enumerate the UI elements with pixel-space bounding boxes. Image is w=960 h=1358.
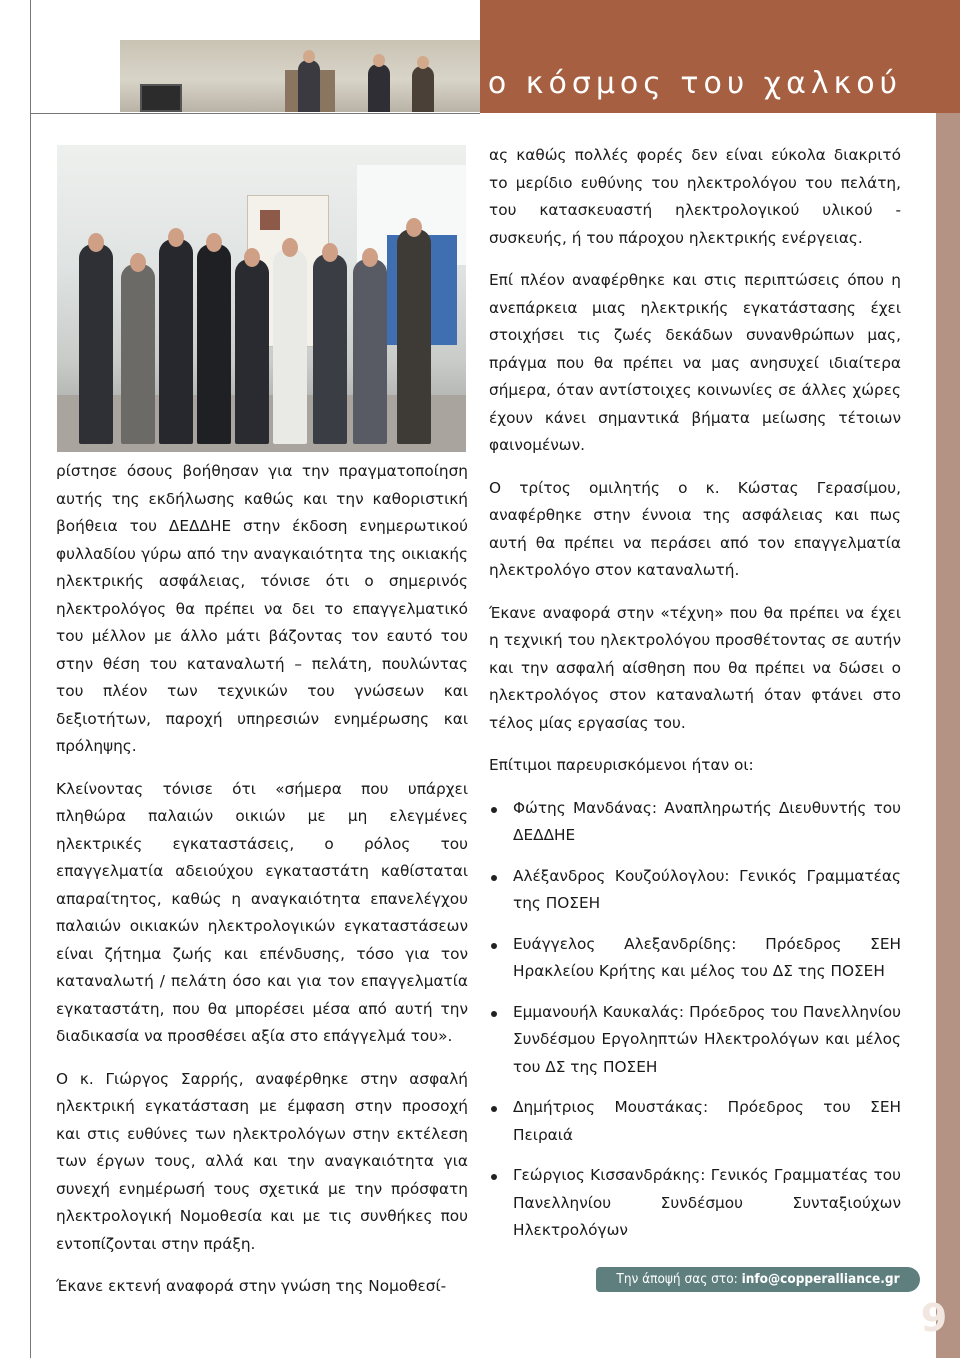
left-text-column — [56, 458, 468, 1316]
body-paragraph: ας καθώς πολλές φορές δεν είναι εύκολα διακριτό το μερίδιο ευθύνης του ηλεκτρολόγου του πελάτη, του κατασκευαστή ηλεκτρολογικού υλικού - συσκευής, ή του πάροχου ηλεκτρικής ενέργειας. — [489, 146, 901, 247]
section-title: ο κόσμος του χαλκού — [487, 66, 902, 101]
bullet-icon — [491, 1011, 497, 1017]
attendee-text: Δημήτριος Μουστάκας: Πρόεδρος του ΣΕΗ Πειραιά — [513, 1098, 901, 1144]
body-paragraph: Κλείνοντας τόνισε ότι «σήμερα που υπάρχει πληθώρα παλαιών οικιών με μη ελεγμένες ηλεκτρικές εγκαταστάσεις, ο ρόλος του επαγγελματία αδειούχου εγκαταστάτη καθίσταται απαραίτητος, καθώς η αναγκαιότητα επανελέγχου παλαιών οικιακών ηλεκτρολογικών εγκαταστάσεων είναι ζήτημα ζωής και επένδυσης, τόσο για τον καταναλωτή / πελάτη όσο και για τον επαγγελματία εγκαταστάτη, που θα μπορέσει μέσα από αυτή την διαδικασία να προσθέσει αξία στο επάγγελμά του». — [56, 779, 468, 1045]
group-person — [197, 244, 231, 444]
group-person-head — [88, 233, 104, 252]
bullet-icon — [491, 807, 497, 813]
bullet-icon — [491, 875, 497, 881]
body-paragraph: Επί πλέον αναφέρθηκε και στις περιπτώσεις όπου η ανεπάρκεια μιας ηλεκτρικής εγκατάστασης έχει στοιχήσει τις ζωές δεκάδων συνανθρώπων μας, πράγμα που θα πρέπει να μας ανησυχεί ιδιαίτερα σήμερα, όταν αντίστοιχες κοινωνίες σε άλλες χώρες έχουν κάνει σημαντικά βήματα μείωσης τέτοιων φαινομένων. — [489, 271, 901, 454]
group-person — [313, 254, 347, 444]
attendees-intro: Επίτιμοι παρευρισκόμενοι ήταν οι: — [489, 756, 754, 774]
panelist-head — [417, 56, 429, 69]
bullet-icon — [491, 943, 497, 949]
speaker-head — [303, 50, 315, 63]
speaker-figure — [298, 60, 320, 112]
body-paragraph: ρίστησε όσους βοήθησαν για την πραγματοποίηση αυτής της εκδήλωσης καθώς και την καθοριστική βοήθεια του ΔΕΔΔΗΕ στην έκδοση ενημερωτικού φυλλαδίου γύρω από την αναγκαιότητα της οικιακής ηλεκτρικής ασφάλειας, τόνισε ότι ο σημερινός ηλεκτρολόγος θα πρέπει να δει το επαγγελματικό του μέλλον με άλλο μάτι βάζοντας τον εαυτό του στην θέση του καταναλωτή – πελάτη, πουλώντας του πλέον των τεχνικών του γνώσεων και δεξιοτήτων, παροχή υπηρεσιών ενημέρωσης και πρόληψης. — [56, 462, 468, 755]
panelist-head — [373, 54, 385, 67]
contact-email-link[interactable]: info@copperalliance.gr — [741, 1271, 900, 1287]
body-paragraph: Ο τρίτος ομιλητής ο κ. Κώστας Γερασίμου, αναφέρθηκε στην έννοια της ασφάλειας και πως αυτή θα πρέπει να περάσει από τον επαγγελματία ηλεκτρολόγο στον καταναλωτή. — [489, 478, 901, 579]
side-color-strip — [936, 113, 960, 1358]
group-person-head — [244, 248, 260, 267]
attendee-text: Αλέξανδρος Κουζούλογλου: Γενικός Γραμματέας της ΠΟΣΕΗ — [513, 866, 901, 912]
group-person — [235, 259, 269, 444]
bullet-icon — [491, 1174, 497, 1180]
left-margin-rule — [30, 0, 31, 1358]
group-person — [397, 229, 431, 444]
group-person-head — [322, 243, 338, 262]
group-person — [159, 239, 193, 444]
group-person-head — [282, 238, 298, 257]
body-paragraph: Έκανε αναφορά στην «τέχνη» που θα πρέπει να έχει η τεχνική του ηλεκτρολόγου προσθέτοντας σε αυτήν και την ασφαλή αίσθηση που θα πρέπει να δώσει ο ηλεκτρολόγος στον καταναλωτή όταν φτάνει στο τέλος μίας εργασίας του. — [489, 603, 901, 732]
list-item — [489, 999, 901, 1082]
group-person — [273, 249, 307, 444]
right-text-column — [489, 142, 901, 1258]
contact-prefix: Την άποψή σας στο: — [616, 1271, 742, 1287]
group-person-head — [206, 233, 222, 252]
speakers-photo — [120, 40, 480, 112]
list-item — [489, 863, 901, 918]
group-person-head — [406, 218, 422, 237]
header-bar — [480, 0, 960, 113]
group-person-head — [130, 253, 146, 272]
group-person — [353, 259, 387, 444]
attendee-text: Εμμανουήλ Καυκαλάς: Πρόεδρος του Πανελληνίου Συνδέσμου Εργοληπτών Ηλεκτρολόγων και μέλος του ΔΣ της ΠΟΣΕΗ — [513, 1002, 901, 1076]
banner-logo-mark — [260, 210, 280, 230]
bullet-icon — [491, 1106, 497, 1112]
attendees-list — [489, 795, 901, 1245]
list-item — [489, 795, 901, 850]
attendee-text: Ευάγγελος Αλεξανδρίδης: Πρόεδρος ΣΕΗ Ηρακλείου Κρήτης και μέλος του ΔΣ της ΠΟΣΕΗ — [513, 934, 901, 980]
attendee-text: Γεώργιος Κισσανδράκης: Γενικός Γραμματέας του Πανελληνίου Συνδέσμου Συνταξιούχων Ηλεκτρολόγων — [513, 1166, 901, 1239]
list-item — [489, 931, 901, 986]
group-person — [121, 264, 155, 444]
attendee-text: Φώτης Μανδάνας: Αναπληρωτής Διευθυντής του ΔΕΔΔΗΕ — [513, 798, 901, 844]
body-paragraph: Ο κ. Γιώργος Σαρρής, αναφέρθηκε στην ασφαλή ηλεκτρική εγκατάσταση με έμφαση στην προσοχή και στις ευθύνες των ηλεκτρολόγων στην εκτέλεση των έργων τους, αλλά και την αναγκαιότητα για συνεχή ενημέρωσή τους σχετικά με την πρόσφατη ηλεκτρολογική Νομοθεσία και με τις συνθήκες που εντοπίζονται στην πράξη. — [56, 1069, 468, 1253]
laptop-screen — [140, 84, 182, 112]
group-photo — [57, 145, 466, 452]
panelist-figure — [368, 64, 390, 112]
panelist-figure — [412, 66, 434, 112]
contact-banner — [596, 1267, 920, 1292]
list-item — [489, 1094, 901, 1149]
group-person — [79, 244, 113, 444]
body-paragraph: Έκανε εκτενή αναφορά στην γνώση της Νομοθεσί- — [56, 1277, 447, 1295]
list-item — [489, 1162, 901, 1245]
top-divider-rule — [30, 113, 480, 114]
group-person-head — [168, 228, 184, 247]
group-person-head — [362, 248, 378, 267]
page-number: 9 — [920, 1296, 948, 1340]
